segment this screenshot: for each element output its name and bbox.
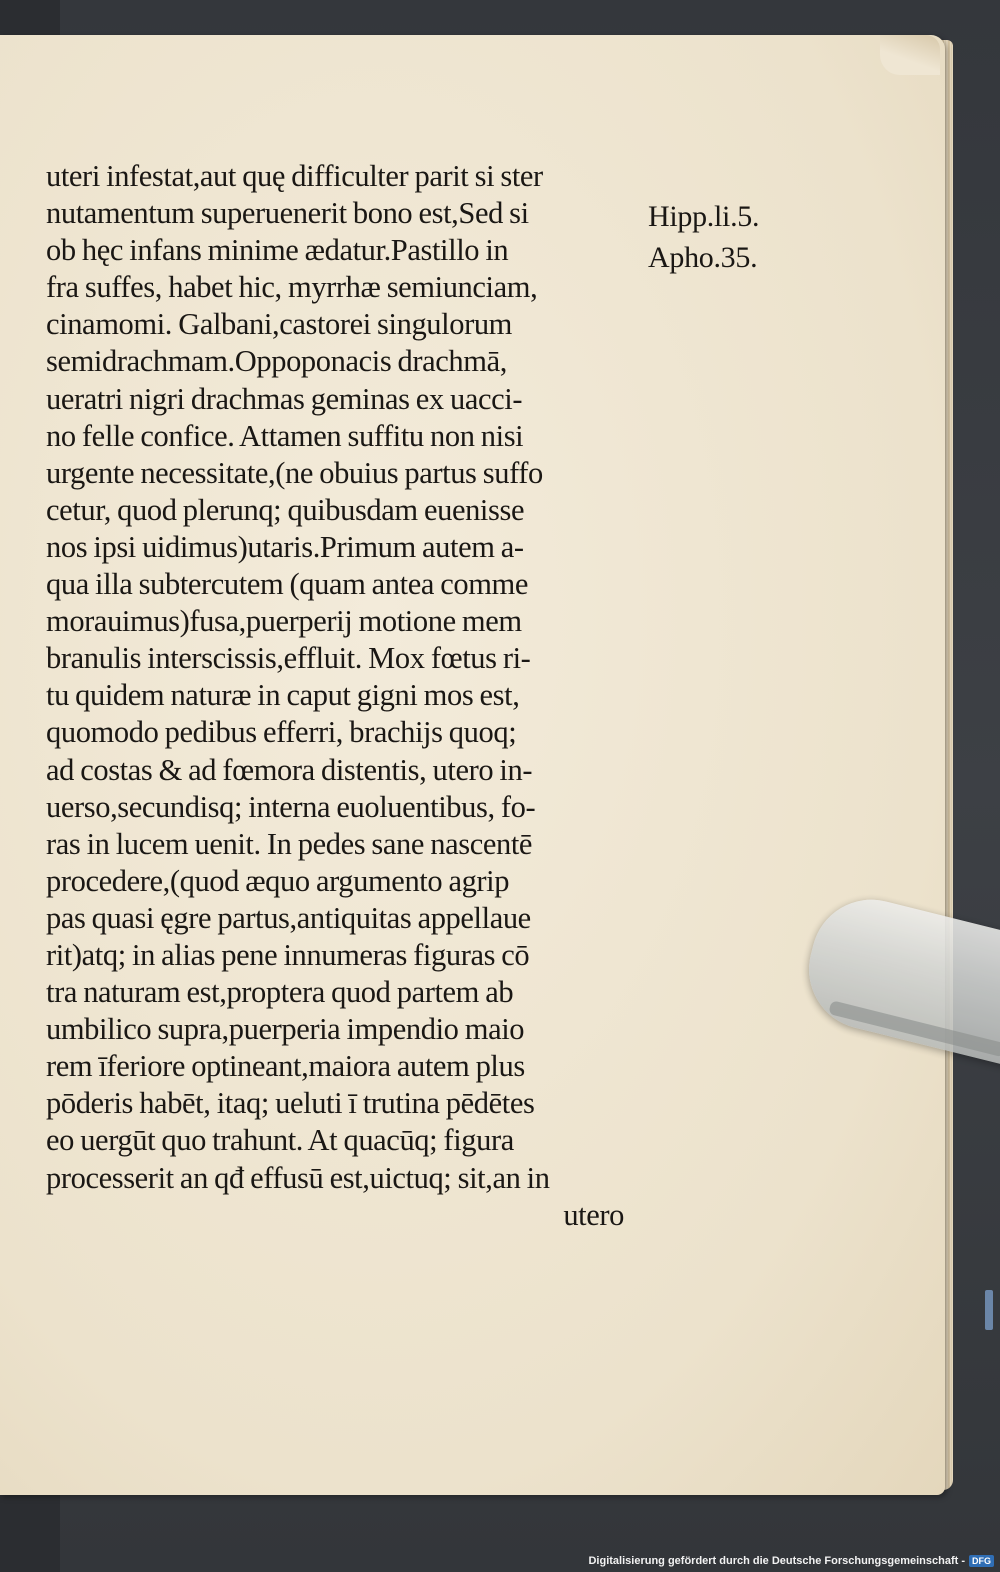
dfg-logo: DFG: [969, 1555, 994, 1567]
text-line: umbilico supra,puerperia impendio maio: [46, 1012, 525, 1047]
text-line: branulis interscissis,effluit. Mox fœtus ri-: [46, 641, 531, 676]
digitization-credit: [588, 1553, 994, 1569]
text-line: ueratri nigri drachmas geminas ex uacci-: [46, 381, 523, 416]
text-line: rit)atq; in alias pene innumeras figuras cō: [46, 937, 530, 972]
catchword: utero: [563, 1197, 624, 1232]
text-line: ras in lucem uenit. In pedes sane nascentē: [46, 826, 533, 861]
text-line: rem īferiore optineant,maiora autem plus: [46, 1049, 525, 1084]
text-line: procedere,(quod æquo argumento agrip: [46, 863, 510, 898]
text-line: ob hęc infans minime ædatur.Pastillo in: [46, 233, 509, 268]
text-line: quomodo pedibus efferri, brachijs quoq;: [46, 715, 517, 750]
text-line: nutamentum superuenerit bono est,Sed si: [46, 196, 529, 231]
text-line: eo uergūt quo trahunt. At quacūq; figura: [46, 1123, 514, 1158]
text-line: tra naturam est,proptera quod partem ab: [46, 975, 514, 1010]
text-line: uerso,secundisq; interna euoluentibus, fo-: [46, 789, 536, 824]
text-line: ad costas & ad fœmora distentis, utero in-: [46, 752, 533, 787]
text-line: pōderis habēt, itaq; ueluti ī trutina pēdētes: [46, 1086, 535, 1121]
marginal-note: [648, 196, 759, 278]
marginal-note-line: Hipp.li.5.: [648, 200, 760, 233]
text-line: tu quidem naturæ in caput gigni mos est,: [46, 678, 520, 713]
credit-text: Digitalisierung gefördert durch die Deutsche Forschungsgemeinschaft -: [588, 1555, 965, 1567]
text-line: nos ipsi uidimus)utaris.Primum autem a-: [46, 529, 524, 564]
marginal-note-line: Apho.35.: [648, 241, 758, 274]
text-line: cetur, quod plerunq; quibusdam euenisse: [46, 492, 525, 527]
text-line: pas quasi ęgre partus,antiquitas appellaue: [46, 900, 531, 935]
text-line: urgente necessitate,(ne obuius partus suffo: [46, 455, 543, 490]
text-line: processerit an qđ effusū est,uictuq; sit,an in: [46, 1160, 550, 1195]
text-line: cinamomi. Galbani,castorei singulorum: [46, 307, 513, 342]
body-text: [46, 158, 636, 1234]
text-line: no felle confice. Attamen suffitu non nisi: [46, 418, 524, 453]
color-marker: [985, 1290, 993, 1330]
text-line: morauimus)fusa,puerperij motione mem: [46, 604, 522, 639]
page-corner-fold: [880, 35, 940, 75]
text-line: qua illa subtercutem (quam antea comme: [46, 567, 529, 602]
text-line: fra suffes, habet hic, myrrhæ semiunciam,: [46, 270, 538, 305]
text-line: semidrachmam.Oppoponacis drachmā,: [46, 344, 507, 379]
text-line: uteri infestat,aut quę difficulter parit si ster: [46, 159, 543, 193]
